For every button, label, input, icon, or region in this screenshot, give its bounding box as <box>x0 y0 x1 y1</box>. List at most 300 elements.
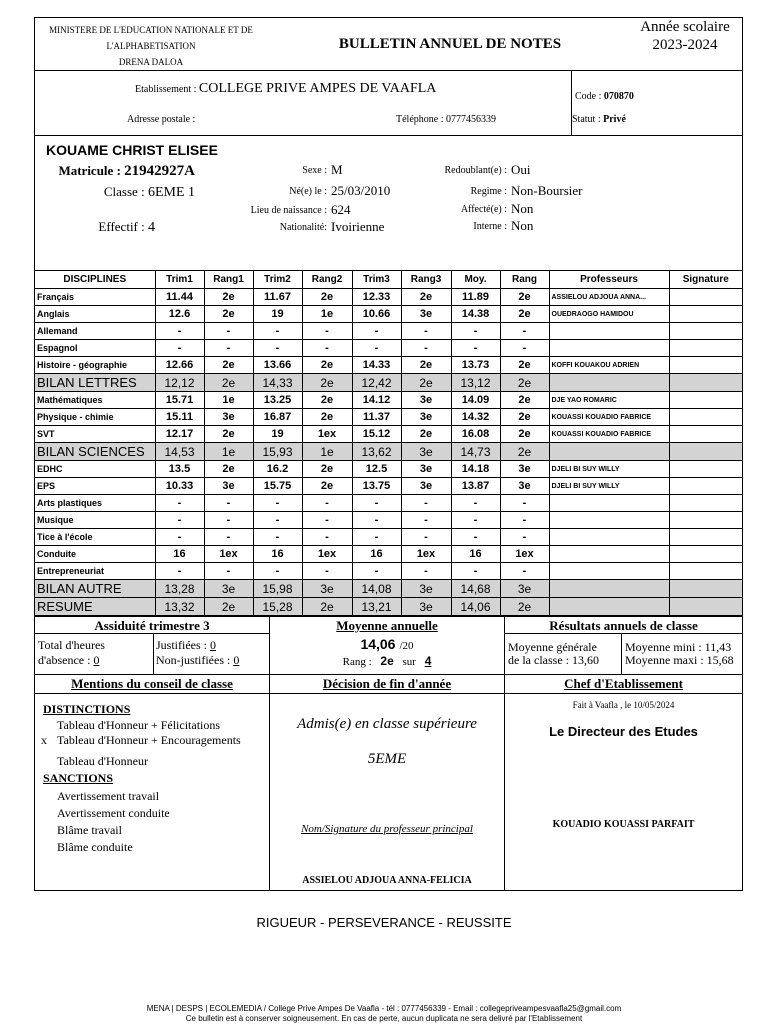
grade-cell: 3e <box>204 580 253 598</box>
absence-total-value: 0 <box>93 653 100 667</box>
signature-cell <box>669 340 742 357</box>
grade-cell: 2e <box>500 426 549 443</box>
sanctions-list <box>57 788 170 856</box>
table-row <box>35 340 742 357</box>
ministry-block <box>35 22 267 70</box>
grade-cell: 13.73 <box>451 357 500 374</box>
discipline-cell: Entrepreneuriat <box>35 563 155 580</box>
grade-cell: - <box>401 323 451 340</box>
grade-cell: 13.25 <box>253 392 302 409</box>
table-row <box>35 426 742 443</box>
grade-cell: 15.12 <box>352 426 401 443</box>
professor-cell: KOUASSI KOUADIO FABRICE <box>549 409 669 426</box>
grade-cell: 2e <box>302 598 352 616</box>
grade-cell: - <box>204 563 253 580</box>
professor-cell: ASSIELOU ADJOUA ANNA... <box>549 289 669 306</box>
signature-cell <box>669 357 742 374</box>
grade-cell: - <box>155 340 204 357</box>
grade-cell: 16 <box>451 546 500 563</box>
sanctions-title: SANCTIONS <box>43 771 114 785</box>
ministry-line-2: L'ALPHABETISATION <box>106 41 196 51</box>
table-row <box>35 289 742 306</box>
professor-cell <box>549 443 669 461</box>
grade-cell: 2e <box>204 306 253 323</box>
grade-cell: 2e <box>204 357 253 374</box>
phone-label: Téléphone : <box>396 114 444 125</box>
grade-cell: 13,28 <box>155 580 204 598</box>
report-card <box>34 17 743 891</box>
matricule-label: Matricule : <box>58 163 121 178</box>
grade-cell: 13.87 <box>451 478 500 495</box>
discipline-cell: Conduite <box>35 546 155 563</box>
grade-cell: 1ex <box>204 546 253 563</box>
grade-cell: 1e <box>302 443 352 461</box>
summary-section <box>35 616 742 674</box>
professor-cell <box>549 374 669 392</box>
grade-cell: 15.11 <box>155 409 204 426</box>
school-name: COLLEGE PRIVE AMPES DE VAAFLA <box>198 81 437 96</box>
grade-cell: 14.18 <box>451 461 500 478</box>
grade-cell: - <box>500 323 549 340</box>
grade-cell: 13,21 <box>352 598 401 616</box>
distinction-label: Tableau d'Honneur + Félicitations <box>57 718 221 732</box>
moyenne-value: 14,06 <box>360 636 396 652</box>
status-value: Privé <box>603 114 626 125</box>
professor-cell <box>549 546 669 563</box>
grade-cell: - <box>204 340 253 357</box>
absence-total-label-1: Total d'heures <box>38 638 105 652</box>
grade-cell: 16 <box>155 546 204 563</box>
grade-cell: - <box>302 323 352 340</box>
distinctions-title: DISTINCTIONS <box>43 702 131 716</box>
sanction-item: Blâme travail <box>57 823 122 837</box>
school-label: Etablissement : <box>135 84 197 95</box>
phone-row <box>396 114 496 125</box>
grade-cell: 3e <box>500 461 549 478</box>
grade-cell: - <box>500 529 549 546</box>
grade-cell: 13.75 <box>352 478 401 495</box>
grade-cell: 16 <box>253 546 302 563</box>
classe-label: Classe : <box>103 184 145 199</box>
grade-cell: 1ex <box>302 546 352 563</box>
grade-cell: 2e <box>204 598 253 616</box>
bilan-row <box>35 374 742 392</box>
motto: RIGUEUR - PERSEVERANCE - REUSSITE <box>256 915 512 930</box>
decision-title: Décision de fin d'année <box>322 676 452 691</box>
column-header: Trim2 <box>253 271 302 289</box>
discipline-cell: EDHC <box>35 461 155 478</box>
distinctions-list <box>41 718 241 769</box>
signature-cell <box>669 443 742 461</box>
grade-cell: 13,32 <box>155 598 204 616</box>
prof-principal-name: ASSIELOU ADJOUA ANNA-FELICIA <box>302 875 472 886</box>
professor-cell: DJE YAO ROMARIC <box>549 392 669 409</box>
column-header: Signature <box>669 271 742 289</box>
professor-cell <box>549 580 669 598</box>
footer-line-2: Ce bulletin est à conserver soigneusement. En cas de perte, aucun duplicata ne sera delivré par l'Etablissement <box>185 1014 583 1023</box>
moyenne-value-row <box>270 636 504 654</box>
grade-cell: - <box>451 563 500 580</box>
rang-row <box>270 654 504 668</box>
signature-cell <box>669 563 742 580</box>
table-row <box>35 461 742 478</box>
grade-cell: 16.87 <box>253 409 302 426</box>
regime-value: Non-Boursier <box>511 183 583 198</box>
grade-cell: - <box>155 323 204 340</box>
affecte-value: Non <box>511 201 534 216</box>
signature-label: Nom/Signature du professeur principal <box>301 823 473 835</box>
professor-cell <box>549 495 669 512</box>
code-label: Code : <box>575 91 602 102</box>
grade-cell: 14.38 <box>451 306 500 323</box>
unjustified-label: Non-justifiées : <box>156 653 231 667</box>
matricule-value: 21942927A <box>124 163 195 179</box>
classe-row <box>35 184 195 201</box>
redoublant-label: Redoublant(e) : <box>444 165 507 176</box>
grade-cell: - <box>204 529 253 546</box>
grade-cell: 2e <box>302 289 352 306</box>
table-row <box>35 357 742 374</box>
grade-cell: - <box>401 340 451 357</box>
school-info <box>35 71 742 136</box>
grade-cell: 12.66 <box>155 357 204 374</box>
signature-cell <box>669 580 742 598</box>
column-header: Rang1 <box>204 271 253 289</box>
table-row <box>35 512 742 529</box>
moyenne-denominator: /20 <box>399 640 414 652</box>
report-header <box>35 18 742 71</box>
grade-cell: 11.67 <box>253 289 302 306</box>
discipline-cell: Musique <box>35 512 155 529</box>
professor-cell <box>549 563 669 580</box>
grade-cell: - <box>500 495 549 512</box>
grade-cell: - <box>451 512 500 529</box>
assiduite-title: Assiduité trimestre 3 <box>94 618 210 633</box>
signature-cell <box>669 289 742 306</box>
grade-cell: - <box>204 323 253 340</box>
professor-cell: KOFFI KOUAKOU ADRIEN <box>549 357 669 374</box>
grade-cell: 1e <box>204 392 253 409</box>
distinction-item <box>41 733 241 748</box>
grade-cell: - <box>401 495 451 512</box>
class-average-value: 13,60 <box>571 653 599 667</box>
class-average-label-1: Moyenne générale <box>508 640 597 654</box>
grade-cell: - <box>352 563 401 580</box>
grade-cell: 19 <box>253 426 302 443</box>
table-row <box>35 478 742 495</box>
grade-cell: 14,06 <box>451 598 500 616</box>
grade-cell: - <box>204 495 253 512</box>
grade-cell: 10.66 <box>352 306 401 323</box>
signature-cell <box>669 323 742 340</box>
grade-cell: - <box>253 495 302 512</box>
birthplace-label: Lieu de naissance : <box>250 205 327 216</box>
effectif-label: Effectif : <box>98 219 145 234</box>
school-year <box>630 18 740 54</box>
grade-cell: 2e <box>302 392 352 409</box>
grade-cell: 2e <box>302 478 352 495</box>
signature-cell <box>669 306 742 323</box>
grade-cell: 14,33 <box>253 374 302 392</box>
status-label: Statut : <box>572 114 601 125</box>
grade-cell: 14,68 <box>451 580 500 598</box>
grade-cell: - <box>352 495 401 512</box>
footer-line-1: MENA | DESPS | ECOLEMEDIA / College Prive Ampes De Vaafla - tél : 0777456339 - Email : collegepriveampesvaafla25@gmail.com <box>146 1004 622 1013</box>
distinction-mark: x <box>41 733 47 747</box>
regime-label: Regime : <box>470 186 507 197</box>
discipline-cell: Allemand <box>35 323 155 340</box>
code-value: 070870 <box>603 91 634 102</box>
grade-cell: 2e <box>401 357 451 374</box>
column-header: Moy. <box>451 271 500 289</box>
grade-cell: 2e <box>302 374 352 392</box>
grade-cell: 16.2 <box>253 461 302 478</box>
grade-cell: 3e <box>401 478 451 495</box>
grade-cell: 12.33 <box>352 289 401 306</box>
signature-cell <box>669 374 742 392</box>
phone-value: 0777456339 <box>445 114 496 125</box>
column-header: Rang2 <box>302 271 352 289</box>
class-max-value: 15,68 <box>706 653 734 667</box>
grade-cell: - <box>352 340 401 357</box>
grade-cell: - <box>253 529 302 546</box>
grade-cell: 3e <box>204 409 253 426</box>
grade-cell: 16 <box>352 546 401 563</box>
grade-cell: 2e <box>302 409 352 426</box>
grade-cell: 16.08 <box>451 426 500 443</box>
grade-cell: 15.71 <box>155 392 204 409</box>
absence-breakdown <box>156 638 239 668</box>
fait-a: Fait à Vaafla , le 10/05/2024 <box>572 700 675 710</box>
bilan-row <box>35 598 742 616</box>
grade-cell: 3e <box>401 598 451 616</box>
grade-cell: - <box>253 563 302 580</box>
professor-cell: OUEDRAOGO HAMIDOU <box>549 306 669 323</box>
affecte-label: Affecté(e) : <box>460 204 507 215</box>
grade-cell: 3e <box>401 461 451 478</box>
interne-label: Interne : <box>473 221 507 232</box>
discipline-cell: Arts plastiques <box>35 495 155 512</box>
grade-cell: - <box>500 512 549 529</box>
grade-cell: 2e <box>500 374 549 392</box>
sanction-item: Blâme conduite <box>57 840 133 854</box>
grade-cell: 12.17 <box>155 426 204 443</box>
discipline-cell: Tice à l'école <box>35 529 155 546</box>
grade-cell: 1ex <box>302 426 352 443</box>
grade-cell: 14.12 <box>352 392 401 409</box>
column-header: Trim3 <box>352 271 401 289</box>
grade-cell: 3e <box>401 580 451 598</box>
discipline-cell: Histoire - géographie <box>35 357 155 374</box>
student-info <box>35 136 742 271</box>
table-row <box>35 409 742 426</box>
bilan-row <box>35 443 742 461</box>
grade-cell: 3e <box>401 306 451 323</box>
grade-cell: 15,28 <box>253 598 302 616</box>
grade-cell: 1ex <box>401 546 451 563</box>
grade-cell: 14.32 <box>451 409 500 426</box>
grade-cell: 15,98 <box>253 580 302 598</box>
sexe-value: M <box>331 162 343 177</box>
school-name-row <box>135 81 436 97</box>
final-section <box>35 674 742 890</box>
grade-cell: 13,62 <box>352 443 401 461</box>
bilan-row <box>35 580 742 598</box>
footer <box>0 1004 768 1024</box>
grades-table-body <box>35 289 742 616</box>
chef-name: KOUADIO KOUASSI PARFAIT <box>552 819 695 830</box>
table-row <box>35 306 742 323</box>
absence-total <box>38 638 105 668</box>
redoublant-value: Oui <box>511 162 531 177</box>
column-header: DISCIPLINES <box>35 271 155 289</box>
signature-cell <box>669 426 742 443</box>
grade-cell: - <box>155 495 204 512</box>
grade-cell: 3e <box>401 409 451 426</box>
grade-cell: 2e <box>401 426 451 443</box>
professor-cell <box>549 512 669 529</box>
distinction-label: Tableau d'Honneur + Encouragements <box>57 733 241 747</box>
table-row <box>35 495 742 512</box>
grade-cell: 11.44 <box>155 289 204 306</box>
grade-cell: - <box>302 529 352 546</box>
effectif-total: 4 <box>424 654 432 668</box>
grade-cell: 3e <box>302 580 352 598</box>
sur-label: sur <box>402 656 416 668</box>
distinction-item <box>41 754 241 769</box>
grade-cell: - <box>352 323 401 340</box>
column-header: Rang3 <box>401 271 451 289</box>
column-header: Trim1 <box>155 271 204 289</box>
effectif-value: 4 <box>148 220 155 235</box>
birthdate-value: 25/03/2010 <box>331 183 391 198</box>
grade-cell: - <box>401 563 451 580</box>
status-row <box>572 114 626 125</box>
grade-cell: - <box>500 563 549 580</box>
grade-cell: 10.33 <box>155 478 204 495</box>
grade-cell: - <box>451 495 500 512</box>
grade-cell: - <box>302 563 352 580</box>
table-row <box>35 563 742 580</box>
discipline-cell: SVT <box>35 426 155 443</box>
table-row <box>35 529 742 546</box>
class-average-label-2: de la classe : <box>508 653 569 667</box>
discipline-cell: Espagnol <box>35 340 155 357</box>
rang-value: 2e <box>380 654 394 668</box>
grade-cell: 12,42 <box>352 374 401 392</box>
table-header-row <box>35 271 742 289</box>
mentions-title: Mentions du conseil de classe <box>71 676 233 691</box>
grade-cell: 3e <box>500 478 549 495</box>
grade-cell: 14,53 <box>155 443 204 461</box>
sanction-item: Avertissement travail <box>57 789 160 803</box>
discipline-cell: EPS <box>35 478 155 495</box>
grade-cell: 2e <box>500 598 549 616</box>
grade-cell: 12.6 <box>155 306 204 323</box>
discipline-cell: BILAN LETTRES <box>35 374 155 392</box>
grade-cell: 2e <box>204 461 253 478</box>
grade-cell: - <box>451 323 500 340</box>
professor-cell: DJELI BI SUY WILLY <box>549 478 669 495</box>
grades-table <box>35 271 742 616</box>
address-label: Adresse postale : <box>127 114 196 125</box>
grade-cell: 1e <box>302 306 352 323</box>
grade-cell: - <box>155 512 204 529</box>
signature-cell <box>669 409 742 426</box>
sanction-item: Avertissement conduite <box>57 806 170 820</box>
discipline-cell: BILAN AUTRE <box>35 580 155 598</box>
grade-cell: - <box>253 323 302 340</box>
grade-cell: - <box>302 495 352 512</box>
grade-cell: - <box>155 529 204 546</box>
grade-cell: 2e <box>302 461 352 478</box>
discipline-cell: RESUME <box>35 598 155 616</box>
ministry-line-1: MINISTERE DE L'EDUCATION NATIONALE ET DE <box>49 25 253 35</box>
grade-cell: - <box>253 340 302 357</box>
justified-value: 0 <box>210 638 216 652</box>
grade-cell: 15,93 <box>253 443 302 461</box>
moyenne-title: Moyenne annuelle <box>336 618 438 633</box>
grade-cell: 14.09 <box>451 392 500 409</box>
grade-cell: 2e <box>500 409 549 426</box>
grade-cell: 2e <box>204 426 253 443</box>
class-min-value: 11,43 <box>704 640 732 654</box>
class-min-label: Moyenne mini : <box>625 640 702 654</box>
professor-cell <box>549 323 669 340</box>
grade-cell: - <box>401 512 451 529</box>
signature-cell <box>669 598 742 616</box>
distinction-label: Tableau d'Honneur <box>57 754 148 768</box>
grade-cell: 2e <box>401 289 451 306</box>
grade-cell: - <box>500 340 549 357</box>
professor-cell <box>549 340 669 357</box>
grade-cell: 15.75 <box>253 478 302 495</box>
grade-cell: 13,12 <box>451 374 500 392</box>
table-row <box>35 392 742 409</box>
grade-cell: 14.33 <box>352 357 401 374</box>
table-row <box>35 323 742 340</box>
signature-cell <box>669 512 742 529</box>
grade-cell: - <box>451 340 500 357</box>
distinction-item <box>41 718 241 733</box>
grade-cell: 12,12 <box>155 374 204 392</box>
professor-cell: DJELI BI SUY WILLY <box>549 461 669 478</box>
grade-cell: 2e <box>500 306 549 323</box>
grade-cell: 2e <box>500 392 549 409</box>
grade-cell: 2e <box>302 357 352 374</box>
table-row <box>35 546 742 563</box>
classe-value: 6EME 1 <box>147 185 195 200</box>
class-max-label: Moyenne maxi : <box>625 653 704 667</box>
grade-cell: - <box>155 563 204 580</box>
column-header: Professeurs <box>549 271 669 289</box>
school-year-value: 2023-2024 <box>652 37 718 53</box>
grade-cell: 3e <box>401 392 451 409</box>
grade-cell: 2e <box>500 357 549 374</box>
birthdate-label: Né(e) le : <box>289 186 327 197</box>
matricule-row <box>35 163 195 180</box>
grade-cell: - <box>204 512 253 529</box>
grade-cell: 1e <box>204 443 253 461</box>
grade-cell: - <box>302 340 352 357</box>
birthplace-value: 624 <box>331 202 351 217</box>
absence-total-label-2: d'absence : <box>38 653 91 667</box>
grade-cell: 12.5 <box>352 461 401 478</box>
sexe-label: Sexe : <box>302 165 327 176</box>
column-header: Rang <box>500 271 549 289</box>
grade-cell: 13.66 <box>253 357 302 374</box>
grade-cell: 14,08 <box>352 580 401 598</box>
